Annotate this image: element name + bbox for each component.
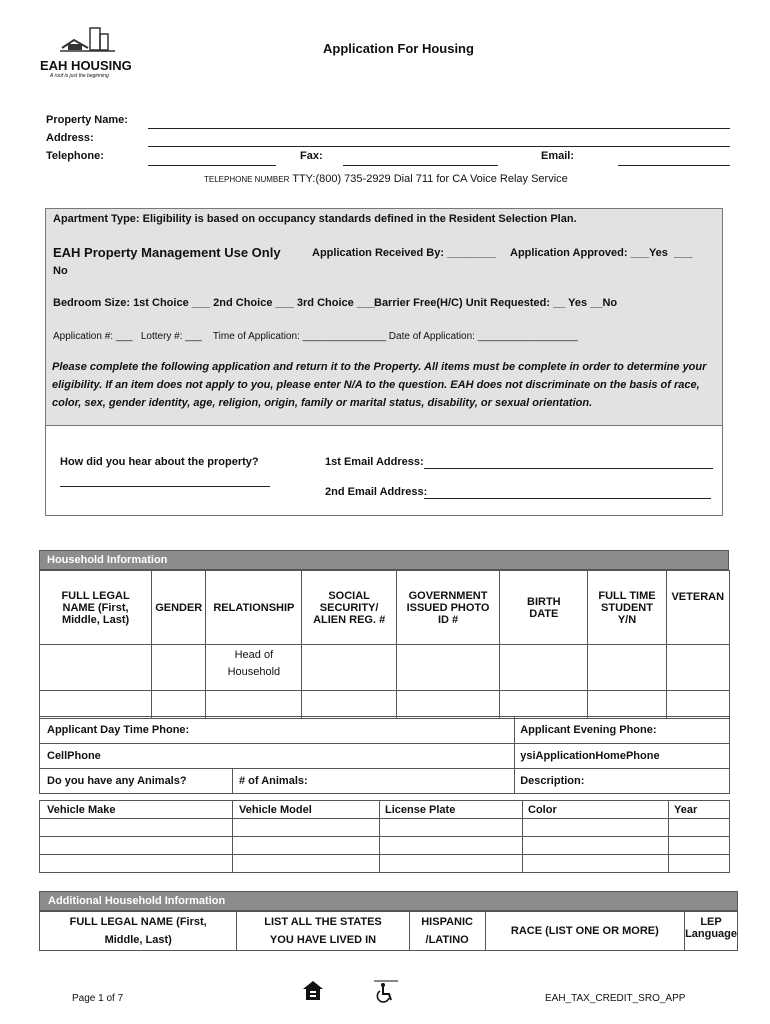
table-cell[interactable] (302, 691, 397, 719)
table-cell[interactable] (40, 645, 152, 691)
table-cell[interactable] (380, 819, 523, 837)
col-student: FULL TIME STUDENT Y/N (588, 571, 666, 645)
col-photo-id: GOVERNMENT ISSUED PHOTO ID # (396, 571, 499, 645)
table-cell[interactable] (396, 691, 499, 719)
fax-line[interactable] (343, 165, 498, 166)
add-col-name: FULL LEGAL NAME (First, Middle, Last) (40, 912, 237, 951)
received-by: Application Received By: ________ (312, 247, 497, 259)
property-name-label: Property Name: (46, 114, 128, 126)
bedroom-choice: Bedroom Size: 1st Choice ___ 2nd Choice ___ 3rd Choice ___ (53, 297, 376, 309)
table-cell[interactable] (40, 819, 233, 837)
table-cell[interactable] (206, 691, 302, 719)
table-row (40, 837, 730, 855)
col-relationship: RELATIONSHIP (206, 571, 302, 645)
household-table (39, 570, 730, 719)
address-label: Address: (46, 132, 94, 144)
evening-phone-label[interactable]: Applicant Evening Phone: (515, 717, 730, 744)
add-col-race: RACE (LIST ONE OR MORE) (485, 912, 684, 951)
table-cell[interactable] (40, 855, 233, 873)
tty-text: TTY:(800) 735-2929 Dial 711 for CA Voice Relay Service (292, 173, 568, 185)
table-row (40, 855, 730, 873)
page-number: Page 1 of 7 (72, 993, 124, 1004)
contact-table (39, 716, 730, 794)
table-cell[interactable] (233, 837, 380, 855)
day-phone-label[interactable]: Applicant Day Time Phone: (40, 717, 515, 744)
vehicle-table (39, 800, 730, 873)
table-cell[interactable] (40, 837, 233, 855)
building-logo-icon (60, 26, 120, 54)
col-full-name: FULL LEGAL NAME (First, Middle, Last) (40, 571, 152, 645)
logo-tagline: A roof is just the beginning (50, 73, 109, 79)
table-cell[interactable] (302, 645, 397, 691)
approved-no: No (53, 265, 68, 277)
email2-label: 2nd Email Address: (325, 486, 428, 498)
table-cell[interactable] (40, 691, 152, 719)
col-birth-date: BIRTH DATE (500, 571, 588, 645)
document-id: EAH_TAX_CREDIT_SRO_APP (545, 993, 686, 1004)
tty-line (204, 173, 568, 185)
email-label: Email: (541, 150, 575, 162)
table-cell[interactable] (500, 645, 588, 691)
license-plate-header: License Plate (380, 801, 523, 819)
tty-prefix: TELEPHONE NUMBER (204, 175, 290, 184)
household-header: Household Information (39, 550, 729, 570)
col-gender: GENDER (152, 571, 206, 645)
add-col-lep: LEP Language (685, 912, 738, 951)
add-col-states: LIST ALL THE STATES YOU HAVE LIVED IN (237, 912, 409, 951)
additional-header: Additional Household Information (39, 891, 738, 911)
year-header: Year (669, 801, 730, 819)
vehicle-model-header: Vehicle Model (233, 801, 380, 819)
telephone-label: Telephone: (46, 150, 104, 162)
approved: Application Approved: ___Yes ___ (510, 247, 693, 259)
hear-about-line[interactable] (60, 486, 270, 487)
mgmt-title: EAH Property Management Use Only (53, 245, 281, 260)
col-veteran: VETERAN (666, 571, 730, 645)
email1-line[interactable] (424, 468, 713, 469)
table-cell[interactable] (588, 645, 666, 691)
table-cell[interactable] (396, 645, 499, 691)
color-header: Color (523, 801, 669, 819)
table-cell[interactable] (669, 819, 730, 837)
description-label[interactable]: Description: (515, 769, 730, 794)
table-cell[interactable] (152, 691, 206, 719)
app-number-line: Application #: ___ Lottery #: ___ Time of Application: _______________ Date of Application: __________________ (53, 331, 578, 342)
logo-name: EAH HOUSING (40, 58, 132, 73)
hear-about-label: How did you hear about the property? (60, 456, 259, 468)
table-row (40, 819, 730, 837)
telephone-line[interactable] (148, 165, 276, 166)
table-cell[interactable] (523, 855, 669, 873)
table-cell[interactable] (380, 837, 523, 855)
home-phone-label[interactable]: ysiApplicationHomePhone (515, 744, 730, 769)
email-line[interactable] (618, 165, 730, 166)
head-of-household-cell: Head of Household (206, 645, 302, 691)
cellphone-label[interactable]: CellPhone (40, 744, 515, 769)
instructions-text: Please complete the following application and return it to the Property. All items must be complete in order to determine your eligibility. If an item does not apply to you, please enter N/A to the question. EAH does not discriminate on the basis of race, color, sex, gender identity, age, religion, origin, family or marital status, disability, or sexual orientation. (52, 361, 707, 409)
page-title: Application For Housing (323, 41, 474, 56)
apt-type-text: Apartment Type: Eligibility is based on occupancy standards defined in the Resident Selection Plan. (53, 213, 577, 225)
table-row (40, 645, 730, 691)
table-cell[interactable] (669, 855, 730, 873)
table-cell[interactable] (380, 855, 523, 873)
col-ssn: SOCIAL SECURITY/ ALIEN REG. # (302, 571, 397, 645)
equal-housing-icon (302, 980, 324, 1002)
logo (38, 26, 138, 82)
accessibility-icon (374, 980, 398, 1004)
email2-line[interactable] (424, 498, 711, 499)
animals-label[interactable]: Do you have any Animals? (40, 769, 233, 794)
table-cell[interactable] (669, 837, 730, 855)
table-cell[interactable] (588, 691, 666, 719)
table-row (40, 691, 730, 719)
email1-label: 1st Email Address: (325, 456, 424, 468)
fax-label: Fax: (300, 150, 323, 162)
address-line[interactable] (148, 146, 730, 147)
vehicle-make-header: Vehicle Make (40, 801, 233, 819)
barrier-free: Barrier Free(H/C) Unit Requested: __ Yes __No (374, 297, 618, 309)
table-cell[interactable] (666, 691, 730, 719)
property-name-line[interactable] (148, 128, 730, 129)
table-cell[interactable] (523, 819, 669, 837)
additional-table (39, 911, 738, 951)
table-cell[interactable] (523, 837, 669, 855)
table-cell[interactable] (500, 691, 588, 719)
table-cell[interactable] (152, 645, 206, 691)
add-col-hispanic: HISPANIC /LATINO (409, 912, 485, 951)
num-animals-label[interactable]: # of Animals: (233, 769, 515, 794)
table-cell[interactable] (233, 855, 380, 873)
table-cell[interactable] (666, 645, 730, 691)
table-cell[interactable] (233, 819, 380, 837)
